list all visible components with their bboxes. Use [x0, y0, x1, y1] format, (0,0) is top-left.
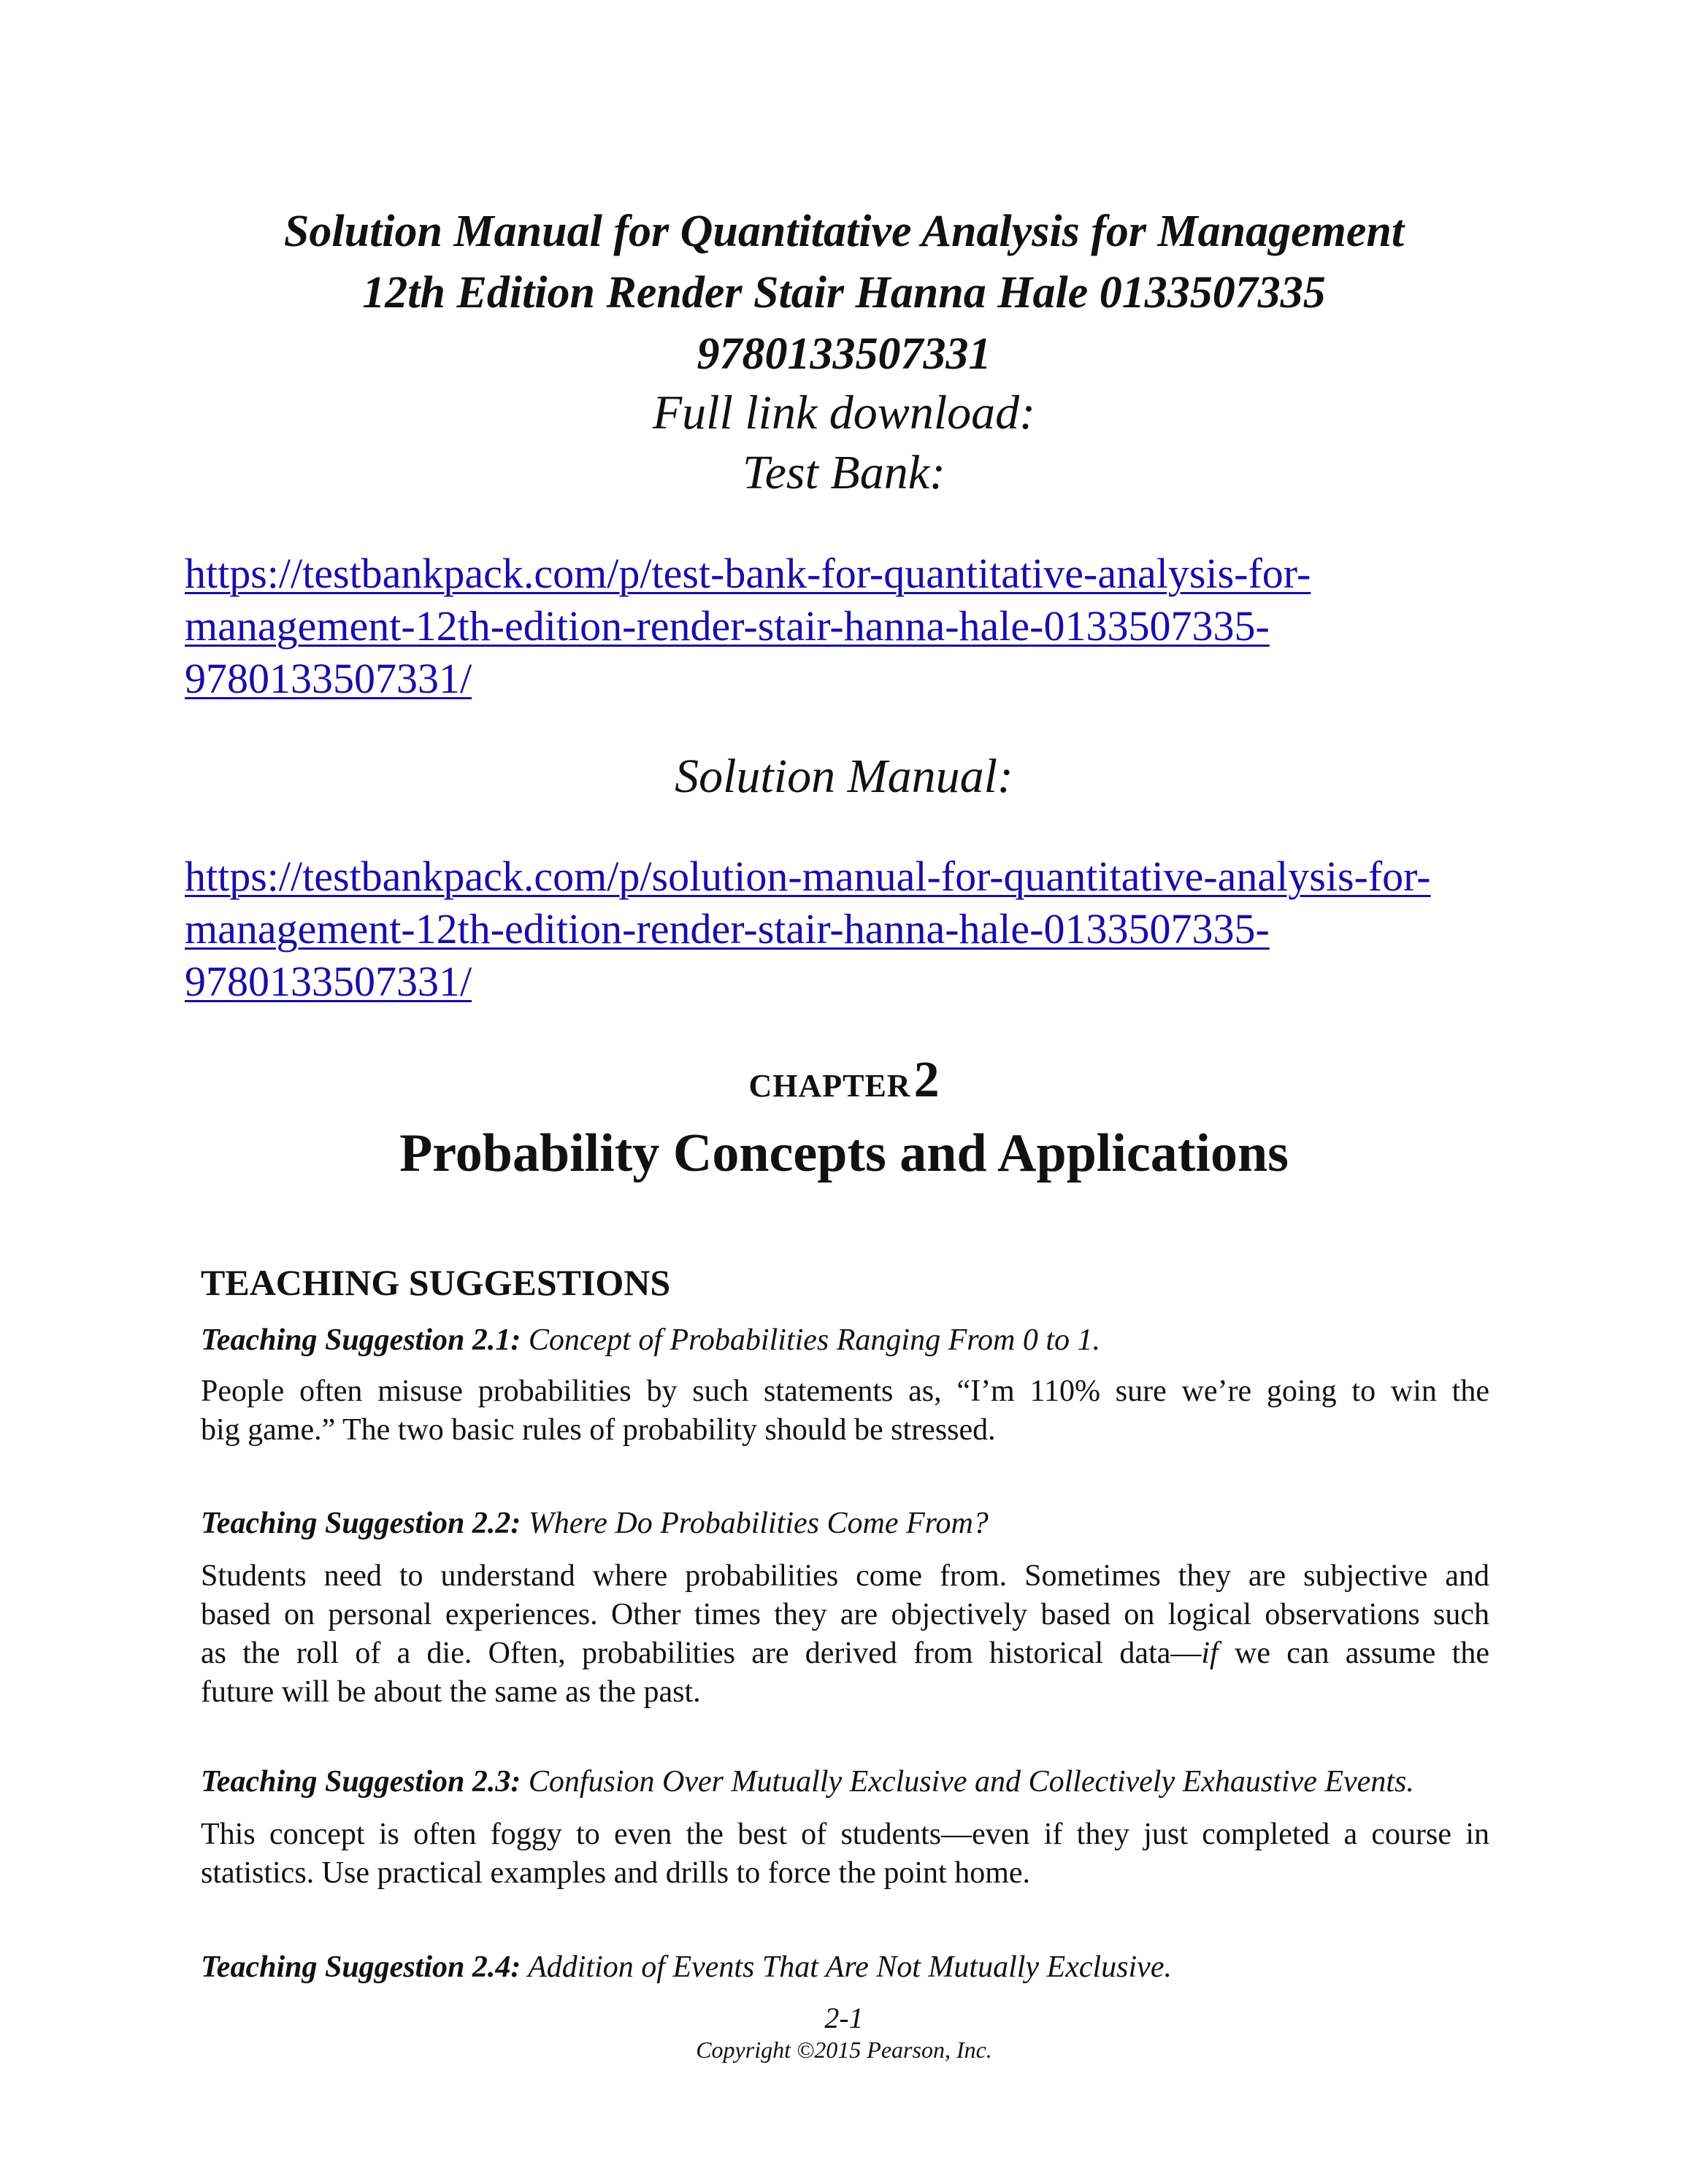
title-line-1: Solution Manual for Quantitative Analysis for Management: [283, 207, 1405, 256]
suggestion-topic: Addition of Events That Are Not Mutually Exclusive.: [528, 1950, 1172, 1984]
paragraph-line: This concept is often foggy to even the best of students—even if they just completed a course in: [201, 1818, 1489, 1851]
section-heading: TEACHING SUGGESTIONS: [201, 1262, 671, 1303]
copyright-notice: Copyright ©2015 Pearson, Inc.: [696, 2037, 992, 2063]
suggestion-label: Teaching Suggestion 2.2:: [201, 1507, 521, 1540]
test-bank-link-line-1: https://testbankpack.com/p/test-bank-for-quantitative-analysis-for-: [185, 550, 1311, 597]
chapter-word: CHAPTER: [748, 1068, 911, 1104]
paragraph-line: big game.” The two basic rules of probability should be stressed.: [201, 1413, 996, 1447]
paragraph-line: People often misuse probabilities by such statements as, “I’m 110% sure we’re going to win the: [201, 1374, 1489, 1408]
emphasis-if: if: [1201, 1637, 1219, 1670]
full-link-label: Full link download:: [652, 386, 1036, 439]
chapter-number: 2: [913, 1052, 940, 1108]
suggestion-label: Teaching Suggestion 2.3:: [201, 1765, 521, 1799]
solution-manual-link-line-1: https://testbankpack.com/p/solution-manual-for-quantitative-analysis-for-: [185, 853, 1431, 900]
title-line-3: 9780133507331: [697, 329, 991, 379]
solution-manual-link[interactable]: [185, 850, 1572, 1008]
text-run: we can assume the: [1218, 1637, 1489, 1670]
suggestion-heading-2-2: [201, 1503, 989, 1544]
suggestion-paragraph-2-3: [201, 1815, 1489, 1893]
paragraph-line: Students need to understand where probabilities come from. Sometimes they are subjective and: [201, 1559, 1489, 1593]
suggestion-topic: Where Do Probabilities Come From?: [528, 1507, 989, 1540]
document-title: [0, 201, 1688, 385]
suggestion-heading-2-4: [201, 1947, 1172, 1988]
suggestion-topic: Confusion Over Mutually Exclusive and Collectively Exhaustive Events.: [528, 1765, 1414, 1799]
paragraph-line: future will be about the same as the past.: [201, 1675, 701, 1709]
paragraph-line: statistics. Use practical examples and drills to force the point home.: [201, 1856, 1031, 1890]
title-line-2: 12th Edition Render Stair Hanna Hale 0133507335: [362, 268, 1326, 318]
page-number: 2-1: [824, 2002, 864, 2034]
test-bank-link[interactable]: [185, 547, 1572, 705]
paragraph-line: based on personal experiences. Other times they are objectively based on logical observations such: [201, 1598, 1489, 1631]
suggestion-paragraph-2-2: [201, 1557, 1489, 1712]
suggestion-paragraph-2-1: [201, 1372, 1489, 1450]
solution-manual-link-line-3: 9780133507331/: [185, 958, 472, 1005]
test-bank-link-line-2: management-12th-edition-render-stair-hanna-hale-0133507335-: [185, 602, 1270, 650]
text-run: as the roll of a die. Often, probabilities are derived from historical data—: [201, 1637, 1202, 1670]
suggestion-heading-2-3: [201, 1761, 1414, 1802]
suggestion-label: Teaching Suggestion 2.4:: [201, 1950, 521, 1984]
solution-manual-link-line-2: management-12th-edition-render-stair-hanna-hale-0133507335-: [185, 905, 1270, 953]
test-bank-label: Test Bank:: [742, 446, 946, 499]
download-headings: [0, 383, 1688, 503]
chapter-label: [0, 1051, 1688, 1110]
paragraph-line-mixed: [201, 1634, 1489, 1673]
suggestion-label: Teaching Suggestion 2.1:: [201, 1323, 521, 1357]
solution-manual-label: Solution Manual:: [675, 750, 1013, 803]
chapter-title: Probability Concepts and Applications: [399, 1123, 1289, 1183]
suggestion-topic: Concept of Probabilities Ranging From 0 to 1.: [528, 1323, 1101, 1357]
test-bank-link-line-3: 9780133507331/: [185, 655, 472, 702]
suggestion-heading-2-1: [201, 1320, 1100, 1361]
